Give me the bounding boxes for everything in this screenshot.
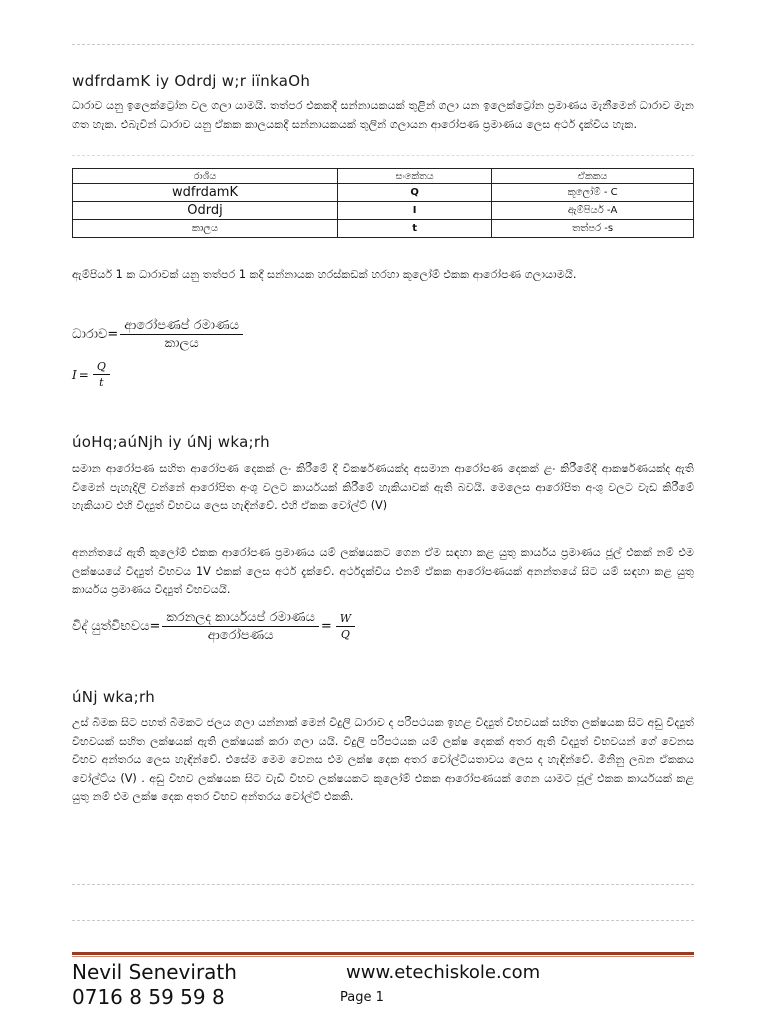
- formula-fraction: [162, 610, 319, 643]
- table-cell: t: [338, 220, 492, 238]
- table-cell: කාලය: [73, 220, 338, 238]
- table-header-cell: රාශිය: [73, 169, 338, 184]
- section-heading-potential-difference: úNj wka;rh: [72, 688, 156, 706]
- formula-numerator: කරනලද කාර්යයප් රමාණය: [162, 610, 319, 627]
- formula-equals: =: [78, 367, 89, 382]
- footer-author: Nevil Senevirath: [72, 960, 237, 984]
- paragraph-potential-description: සමාන ආරෝපණ සහිත ආරෝපණ දෙකක් ලං කිරීමේ දී විකර්ෂණයක්ද අසමාන ආරෝපණ දෙකක් ළං කිරීමේදී ආකර්ෂණයක්ද ඇති වීමෙන් පැහැදිලි වන්නේ ආරෝපිත අංශු වලට කාර්යයක් කිරීමේ හැකියාවක් ඇති බවයි. මෙලෙස ආරෝපිත අංශු වලට වැඩ කිරීමේ හැකියාව එහි විද්‍යුත් විභවය ලෙස හැඳින්වේ. එහි ඒකක වෝල්ට් (V): [72, 462, 694, 512]
- table-cell: කූලෝම් - C: [492, 184, 694, 202]
- table-header-cell: සංකේතය: [338, 169, 492, 184]
- formula-denominator: කාලය: [164, 336, 199, 351]
- formula-denominator: ආරෝපණය: [207, 628, 274, 643]
- formula-denominator: t: [99, 376, 104, 389]
- top-divider: [72, 44, 694, 45]
- formula-lhs: I: [72, 367, 77, 382]
- formula-lhs: විද් යුත්විභවය: [72, 619, 150, 634]
- paragraph-current-definition: ධාරාව යනු ඉලෙක්ට්‍රෝන වල ගලා යාමයි. තත්පර එකකදී සන්නායකයක් තුළින් ගලා යන ඉලෙක්ට්‍රෝන ප්‍රමාණය මැනීමෙන් ධාරාව මැන ගත හැක. එබැවින් ධාරාව යනු ඒකක කාලයකදී සන්නායකයක් තුලින් ගලායන ආරෝපණ ප්‍රමාණය ලෙස අර්ථ දැක්විය හැක.: [72, 99, 694, 131]
- section-heading-current-charge: wdfrdamK iy Odrdj w;r iïnkaOh: [72, 72, 311, 90]
- bottom-divider: [72, 920, 694, 921]
- quantity-unit-table: [72, 168, 694, 238]
- formula-denominator: Q: [340, 628, 350, 641]
- table-cell: Odrdj: [73, 202, 338, 220]
- footer-rule: [72, 952, 694, 955]
- bottom-divider: [72, 884, 694, 885]
- table-row: [73, 202, 694, 220]
- table-header-cell: ඒකකය: [492, 169, 694, 184]
- footer-phone: 0716 8 59 59 8: [72, 985, 225, 1009]
- formula-lhs: ධාරාව: [72, 327, 108, 342]
- formula-numerator: Q: [93, 360, 110, 375]
- table-row: [73, 220, 694, 238]
- footer-rule-thin: [72, 956, 694, 957]
- table-cell: ඇම්පියර් -A: [492, 202, 694, 220]
- paragraph-divider: [72, 155, 694, 156]
- formula-fraction: [120, 318, 243, 351]
- footer-website[interactable]: www.etechiskole.com: [346, 962, 541, 983]
- table-cell: I: [338, 202, 492, 220]
- formula-current-charge-time: [72, 318, 243, 351]
- paragraph-ampere-definition: ඇම්පියර් 1 ක ධාරාවක් යනු තත්පර 1 කදී සන්නායක හරස්කඩක් හරහා කූලෝම් එකක ආරෝපණ ගලායාමයි.: [72, 268, 577, 281]
- formula-potential-work-charge: [72, 610, 355, 643]
- footer-page-number: Page 1: [340, 990, 384, 1005]
- table-cell: Q: [338, 184, 492, 202]
- formula-numerator: W: [336, 612, 355, 627]
- formula-i-equals-q-over-t: [72, 360, 110, 389]
- paragraph-volt-definition: අනන්තයේ ඇති කූලෝම් එකක ආරෝපණ ප්‍රමාණය යම් ලක්ෂයකට ගෙන ඒම සඳහා කළ යුතු කාර්යය ප්‍රමාණය ජූල් එකක් නම් එම ලක්ෂයයේ විද්‍යුත් විභවය 1V එකක් ලෙස අර්ථ දැක්වේ. අර්ථදැක්විය එනම් ඒකක ආරෝපණයක් අනන්තයේ සිට යම් සඳහා කළ යුතු කාර්යය ප්‍රමාණය විද්‍යුත් විභවයයි.: [72, 546, 694, 596]
- formula-equals: =: [149, 619, 161, 634]
- formula-equals: =: [320, 619, 332, 634]
- table-header-row: [73, 169, 694, 184]
- formula-fraction: [93, 360, 110, 389]
- table-cell: wdfrdamK: [73, 184, 338, 202]
- formula-numerator: ආරෝපණප් රමාණය: [120, 318, 243, 335]
- formula-equals: =: [107, 327, 119, 342]
- section-heading-electric-potential: úoHq;aúNjh iy úNj wka;rh: [72, 433, 270, 451]
- table-cell: තත්පර -s: [492, 220, 694, 238]
- formula-fraction: [336, 612, 355, 641]
- table-row: [73, 184, 694, 202]
- paragraph-potential-difference: උස් බිමක සිට පහත් බිමකට ජලය ගලා යන්නාක් මෙන් විදුලි ධාරාව ද පරිපථයක ඉහළ විද්‍යුත් විභවයක් සහිත ලක්ෂයක සිට අඩු විද්‍යුත් විභවයක් සහිත ලක්ෂයක් ඇති ලක්ෂයක් කරා ගලා යයි. විදුලි පරිපථයක යම් ලක්ෂ දෙකක් අතර ඇති විද්‍යුත් විභවයන් ගේ වෙනස විභව අන්තරය ලෙස හැඳින්වේ. එසේම මෙම වෙනස එම ලක්ෂ දෙක අතර වෝල්ටීයතාවය ලෙස ද හැඳින්වේ. මිනිනු ලබන ඒකකය වෝල්ට්ය (V) . අඩු විභව ලක්ෂයක සිට වැඩි විභව ලක්ෂයකට කූලෝම් එකක ආරෝපණයක් ගෙන යාමට ජූල් එකක කාර්යයක් කළ යුතු නම් එම ලක්ෂ දෙක අතර විභව අන්තරය වෝල්ට් එකකි.: [72, 716, 694, 803]
